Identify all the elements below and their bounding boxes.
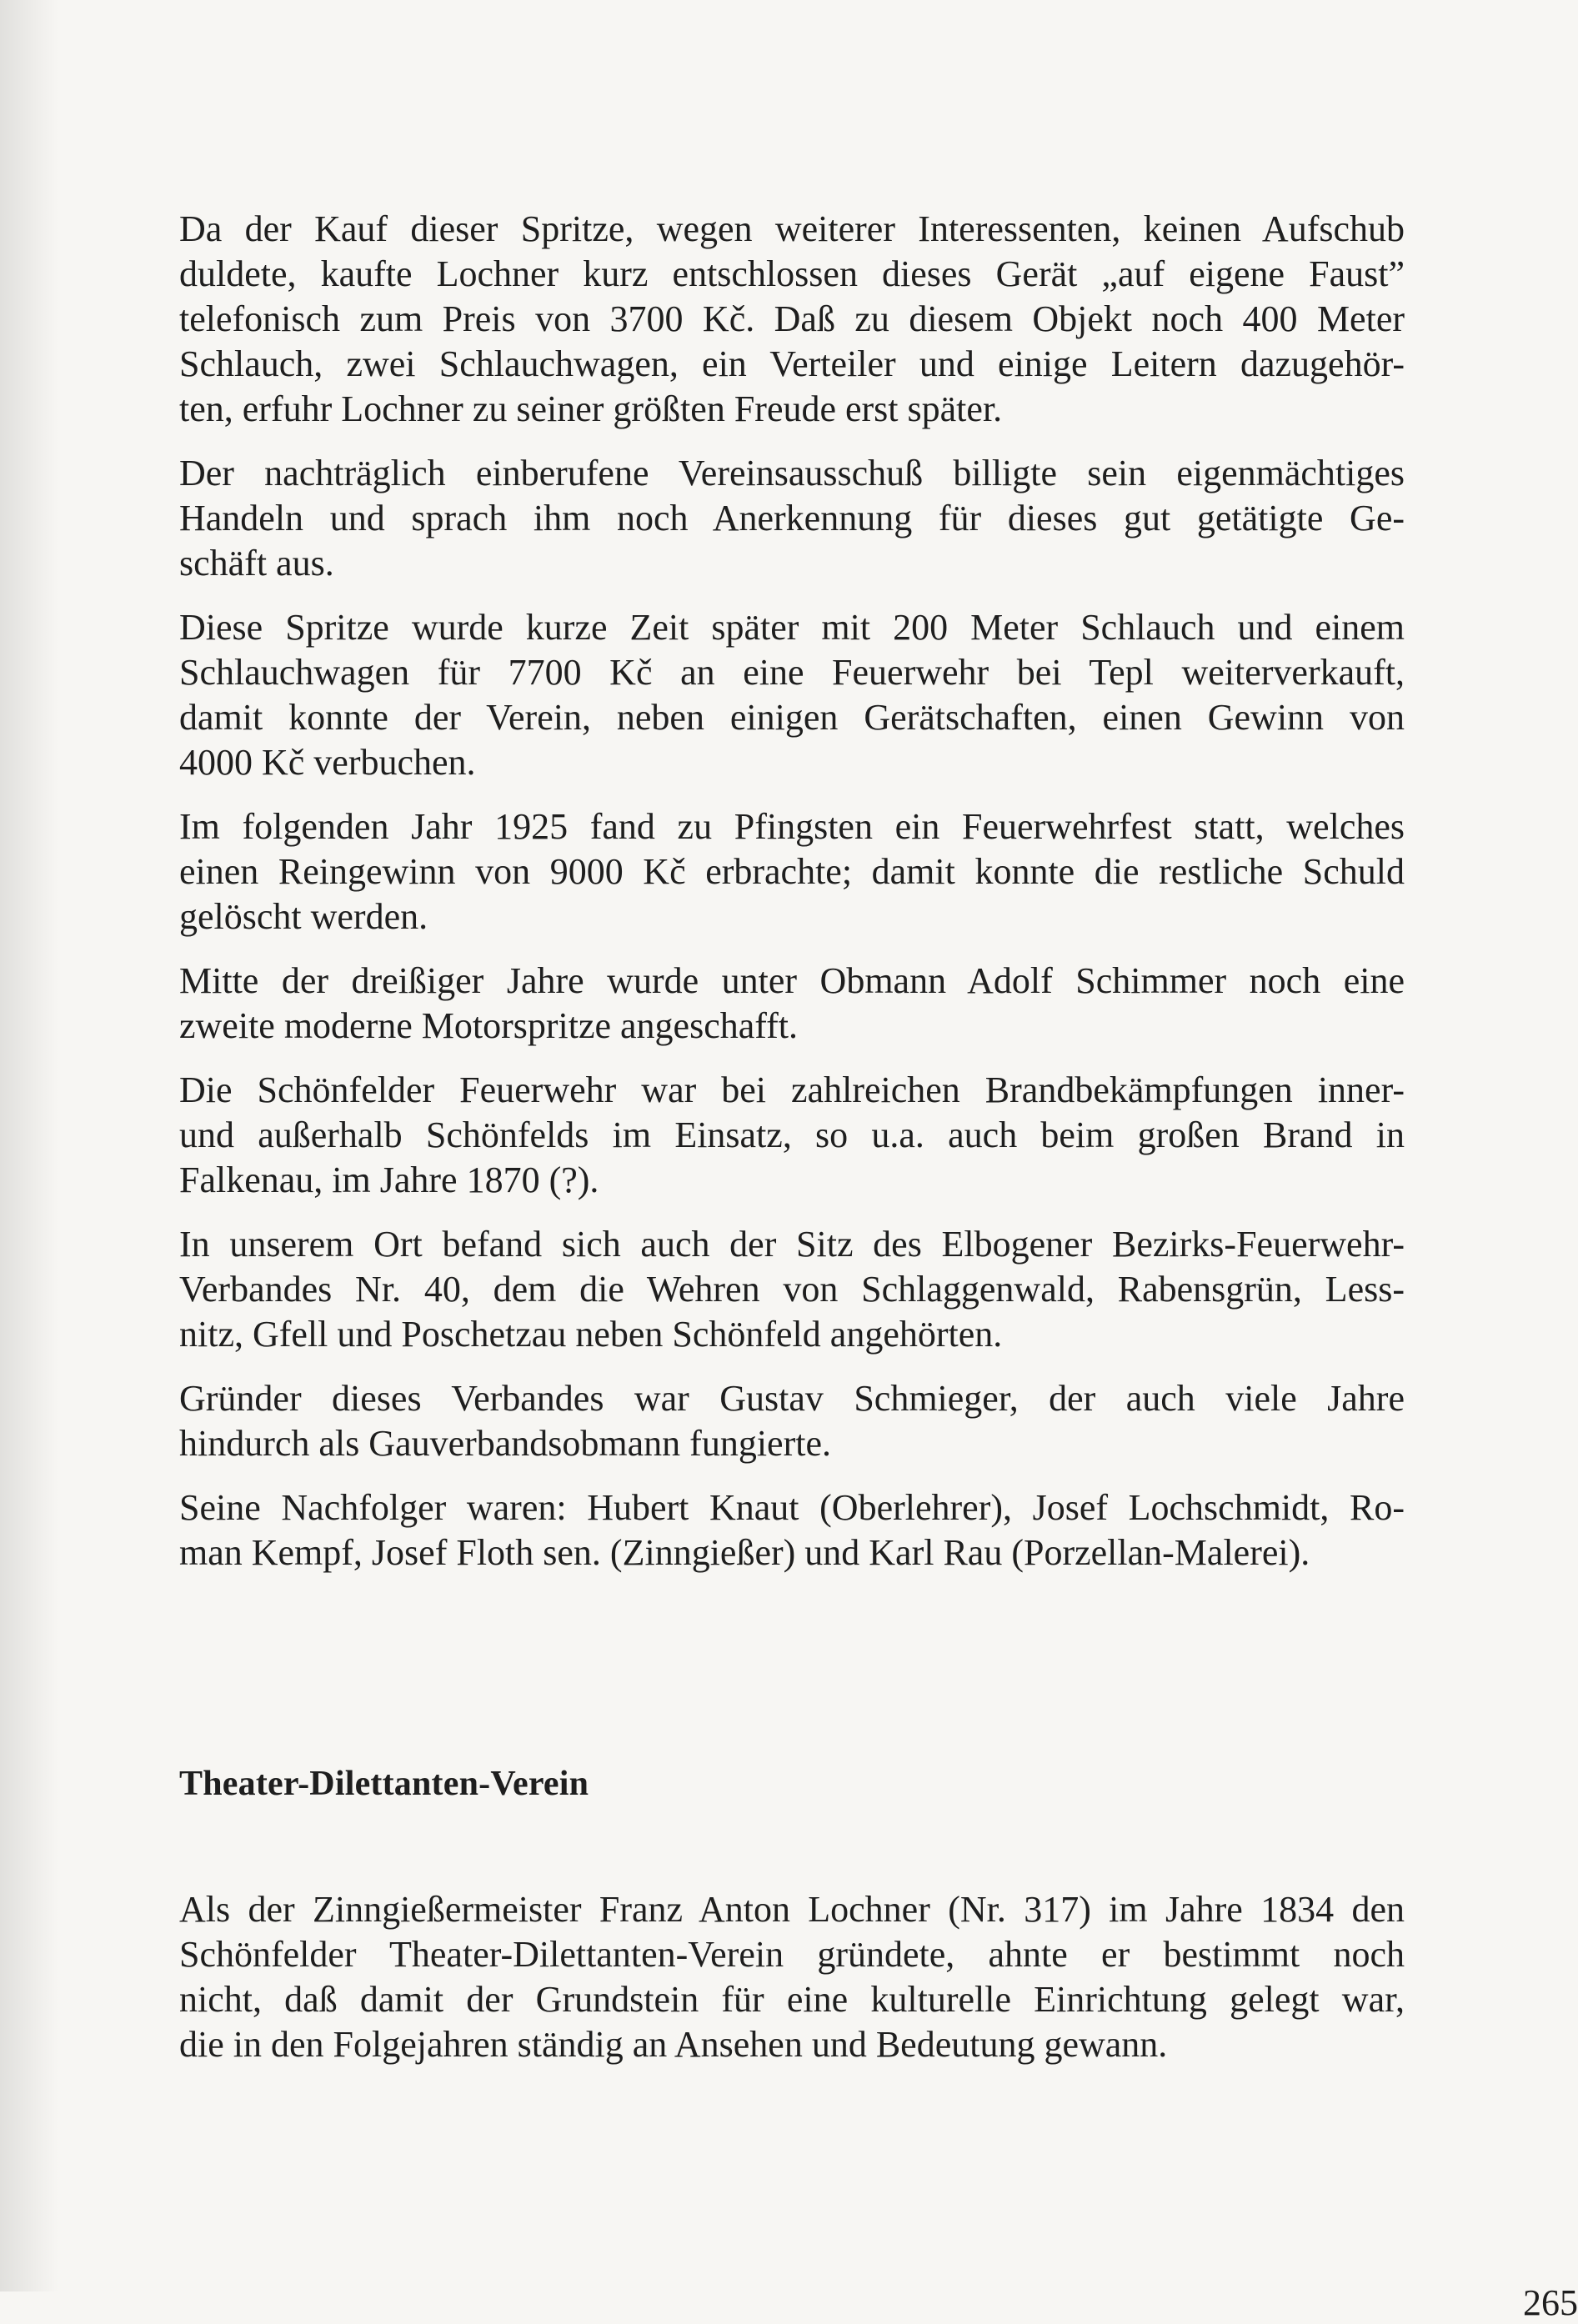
text-line: Der nachträglich einberufene Vereinsausschuß billigte sein eigenmächtiges [179,453,1405,493]
fire-brigade-section [179,207,1405,1575]
text-line: Falkenau, im Jahre 1870 (?). [179,1159,599,1200]
paragraph [179,605,1405,785]
paragraph [179,1485,1405,1575]
text-line: damit konnte der Verein, neben einigen Gerätschaften, einen Gewinn von [179,697,1405,738]
text-line: schäft aus. [179,543,334,584]
text-line: gelöscht werden. [179,896,428,937]
text-line: nicht, daß damit der Grundstein für eine kulturelle Einrichtung gelegt war, [179,1979,1405,2020]
paragraph [179,451,1405,586]
paragraph [179,1887,1405,2067]
text-line: man Kempf, Josef Floth sen. (Zinngießer) und Karl Rau (Porzellan-Malerei). [179,1532,1310,1573]
section-heading: Theater-Dilettanten-Verein [179,1765,589,1803]
text-line: einen Reingewinn von 9000 Kč erbrachte; damit konnte die restliche Schuld [179,851,1405,892]
text-line: telefonisch zum Preis von 3700 Kč. Daß zu diesem Objekt noch 400 Meter [179,298,1405,339]
text-line: Diese Spritze wurde kurze Zeit später mit 200 Meter Schlauch und einem [179,607,1405,648]
text-line: Schönfelder Theater-Dilettanten-Verein gründete, ahnte er bestimmt noch [179,1934,1405,1975]
text-line: nitz, Gfell und Poschetzau neben Schönfeld angehörten. [179,1314,1003,1355]
page-number: 265 [1523,2282,1578,2323]
paragraph [179,1222,1405,1357]
paragraph [179,804,1405,939]
text-line: die in den Folgejahren ständig an Ansehen und Bedeutung gewann. [179,2024,1168,2065]
text-line: Seine Nachfolger waren: Hubert Knaut (Oberlehrer), Josef Lochschmidt, Ro- [179,1487,1405,1528]
text-line: Da der Kauf dieser Spritze, wegen weiterer Interessenten, keinen Aufschub [179,208,1405,249]
text-line: Gründer dieses Verbandes war Gustav Schmieger, der auch viele Jahre [179,1378,1405,1419]
text-line: Schlauch, zwei Schlauchwagen, ein Verteiler und einige Leitern dazugehör- [179,343,1405,384]
text-line: Im folgenden Jahr 1925 fand zu Pfingsten ein Feuerwehrfest statt, welches [179,806,1405,847]
text-line: Verbandes Nr. 40, dem die Wehren von Schlaggenwald, Rabensgrün, Less- [179,1269,1405,1310]
text-line: 4000 Kč verbuchen. [179,742,476,783]
paragraph [179,1068,1405,1203]
book-page [179,207,1578,2323]
paragraph [179,959,1405,1049]
page-gutter-shadow [0,0,58,2291]
text-line: Handeln und sprach ihm noch Anerkennung für dieses gut getätigte Ge- [179,498,1405,538]
text-line: und außerhalb Schönfelds im Einsatz, so u.a. auch beim großen Brand in [179,1114,1405,1155]
text-line: Mitte der dreißiger Jahre wurde unter Obmann Adolf Schimmer noch eine [179,960,1405,1001]
text-line: duldete, kaufte Lochner kurz entschlossen dieses Gerät „auf eigene Faust” [179,253,1405,294]
text-line: Als der Zinngießermeister Franz Anton Lochner (Nr. 317) im Jahre 1834 den [179,1889,1405,1930]
paragraph [179,207,1405,432]
text-line: hindurch als Gauverbandsobmann fungierte. [179,1423,831,1464]
text-line: ten, erfuhr Lochner zu seiner größten Freude erst später. [179,388,1003,429]
paragraph [179,1376,1405,1466]
text-line: Die Schönfelder Feuerwehr war bei zahlreichen Brandbekämpfungen inner- [179,1069,1405,1110]
text-line: In unserem Ort befand sich auch der Sitz des Elbogener Bezirks-Feuerwehr- [179,1224,1405,1265]
theater-club-section [179,1887,1405,2086]
text-line: Schlauchwagen für 7700 Kč an eine Feuerwehr bei Tepl weiterverkauft, [179,652,1405,693]
text-line: zweite moderne Motorspritze angeschafft. [179,1005,799,1046]
